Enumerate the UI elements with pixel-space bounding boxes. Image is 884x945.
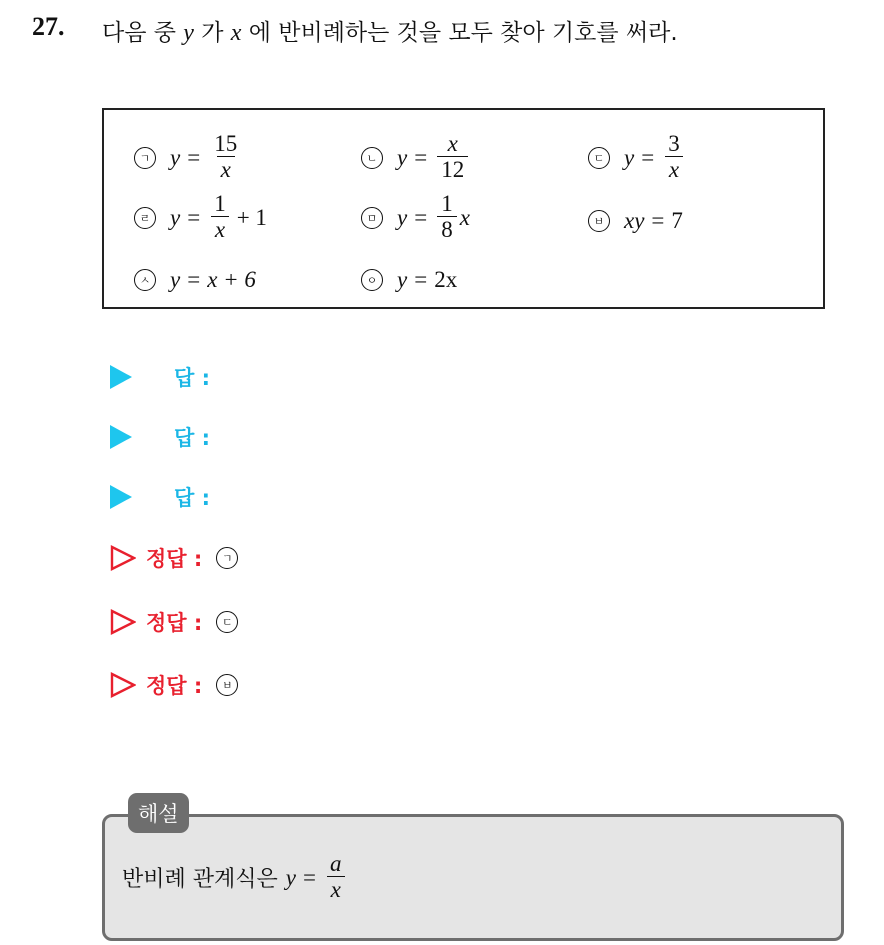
answer-label: 답 : xyxy=(174,486,210,510)
choice-marker: ㄴ xyxy=(361,147,383,169)
choice-3 xyxy=(588,132,687,183)
formula-op: = xyxy=(187,144,201,170)
fraction-denominator: x xyxy=(327,876,345,903)
explanation-formula xyxy=(286,852,349,903)
formula-op: = xyxy=(302,864,316,890)
fraction-denominator: 12 xyxy=(437,156,468,183)
play-triangle-icon xyxy=(110,365,132,389)
fraction-numerator: 1 xyxy=(441,191,453,216)
choice-marker: ㅂ xyxy=(588,210,610,232)
correct-row-3 xyxy=(110,670,238,700)
choice-formula xyxy=(170,267,256,293)
formula-lhs: y xyxy=(397,267,408,292)
fraction xyxy=(326,852,346,903)
formula-lhs: xy xyxy=(624,208,645,233)
formula-rhs: 7 xyxy=(671,208,683,233)
outline-triangle-icon xyxy=(110,545,136,571)
fraction-numerator: 15 xyxy=(214,131,238,156)
formula-lhs: y xyxy=(170,204,181,230)
outline-triangle-icon xyxy=(110,609,136,635)
fraction xyxy=(664,132,684,183)
fraction xyxy=(437,192,457,243)
question-text-c: 에 반비례하는 것을 모두 찾아 기호를 써라. xyxy=(248,20,678,46)
formula-lhs: y xyxy=(624,144,635,170)
choice-formula xyxy=(397,267,457,293)
formula-op: = xyxy=(641,144,655,170)
choice-5 xyxy=(361,192,470,243)
formula-rhs: x + 6 xyxy=(207,267,256,292)
correct-row-1 xyxy=(110,543,238,573)
correct-label: 정답 : xyxy=(146,547,203,571)
choice-formula xyxy=(397,192,470,243)
choice-6 xyxy=(588,208,683,234)
question-text-b: 가 xyxy=(201,20,224,46)
formula-op: = xyxy=(414,267,428,292)
correct-value: ㄷ xyxy=(216,611,238,633)
choice-marker: ㅁ xyxy=(361,207,383,229)
formula-op: = xyxy=(651,208,665,233)
formula-rhs: 2x xyxy=(434,267,458,292)
choice-formula xyxy=(397,132,471,183)
fraction xyxy=(210,192,230,243)
choice-marker: ㄹ xyxy=(134,207,156,229)
formula-op: = xyxy=(414,204,428,230)
correct-value: ㄱ xyxy=(216,547,238,569)
explanation-body xyxy=(122,852,348,903)
question-text xyxy=(102,14,678,47)
choice-8 xyxy=(361,267,457,293)
fraction-numerator: x xyxy=(447,131,458,156)
choice-formula xyxy=(624,208,683,234)
question-var-y: y xyxy=(183,20,194,46)
choice-marker: ㅇ xyxy=(361,269,383,291)
formula-lhs: y xyxy=(170,144,181,170)
choice-2 xyxy=(361,132,471,183)
formula-lhs: y xyxy=(397,204,408,230)
formula-lhs: y xyxy=(285,864,296,890)
fraction xyxy=(437,132,468,183)
choice-formula xyxy=(624,132,687,183)
fraction xyxy=(210,132,241,183)
explanation-text: 반비례 관계식은 xyxy=(122,867,278,892)
explanation-tab: 해설 xyxy=(128,793,189,833)
play-triangle-icon xyxy=(110,425,132,449)
fraction-numerator: 3 xyxy=(668,131,680,156)
formula-op: = xyxy=(187,267,201,292)
formula-tail: x xyxy=(459,204,470,230)
fraction-denominator: x xyxy=(217,156,235,183)
correct-row-2 xyxy=(110,607,238,637)
formula-op: = xyxy=(414,144,428,170)
question-text-a: 다음 중 xyxy=(102,20,176,46)
fraction-numerator: a xyxy=(329,851,342,876)
question-var-x: x xyxy=(230,20,242,46)
outline-triangle-icon xyxy=(110,672,136,698)
choice-formula xyxy=(170,192,267,243)
choice-1 xyxy=(134,132,244,183)
fraction-denominator: x xyxy=(665,156,683,183)
choice-marker: ㄱ xyxy=(134,147,156,169)
choice-marker: ㅅ xyxy=(134,269,156,291)
fraction-denominator: x xyxy=(211,216,229,243)
answer-label: 답 : xyxy=(174,426,210,450)
answer-row-1 xyxy=(110,362,210,392)
choice-7 xyxy=(134,267,256,293)
play-triangle-icon xyxy=(110,485,132,509)
choices-box xyxy=(102,108,825,309)
answer-row-3 xyxy=(110,482,210,512)
fraction-denominator: 8 xyxy=(437,216,457,243)
correct-label: 정답 : xyxy=(146,611,203,635)
formula-lhs: y xyxy=(170,267,181,292)
answer-label: 답 : xyxy=(174,366,210,390)
formula-tail: + 1 xyxy=(236,204,267,230)
choice-4 xyxy=(134,192,267,243)
choice-marker: ㄷ xyxy=(588,147,610,169)
answer-row-2 xyxy=(110,422,210,452)
correct-value: ㅂ xyxy=(216,674,238,696)
correct-label: 정답 : xyxy=(146,674,203,698)
question-number: 27. xyxy=(32,12,65,41)
formula-op: = xyxy=(187,204,201,230)
fraction-numerator: 1 xyxy=(214,191,226,216)
formula-lhs: y xyxy=(397,144,408,170)
choice-formula xyxy=(170,132,244,183)
